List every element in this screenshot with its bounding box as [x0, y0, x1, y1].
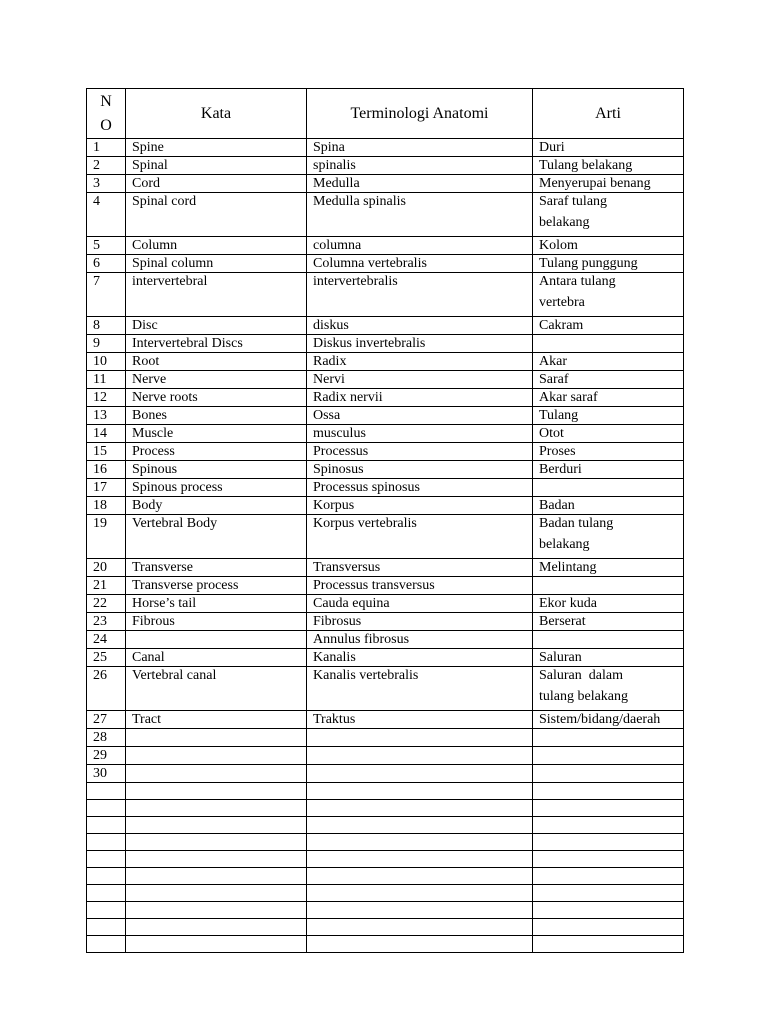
cell-terminologi: Korpus vertebralis — [307, 515, 533, 559]
cell-terminologi: columna — [307, 237, 533, 255]
cell-terminologi: intervertebralis — [307, 273, 533, 317]
cell-arti — [533, 747, 684, 765]
empty-row — [87, 800, 684, 817]
cell-no: 24 — [87, 631, 126, 649]
cell-no: 11 — [87, 371, 126, 389]
cell-arti-line: belakang — [539, 537, 590, 552]
cell-terminologi — [307, 729, 533, 747]
cell-kata: Canal — [126, 649, 307, 667]
cell-terminologi: Transversus — [307, 559, 533, 577]
cell-kata: Spinal column — [126, 255, 307, 273]
cell-kata — [126, 765, 307, 783]
cell-terminologi: Ossa — [307, 407, 533, 425]
empty-cell — [87, 919, 126, 936]
cell-kata: Vertebral canal — [126, 667, 307, 711]
cell-terminologi: Fibrosus — [307, 613, 533, 631]
cell-arti-line: belakang — [539, 215, 590, 230]
cell-kata: Spine — [126, 139, 307, 157]
cell-no: 28 — [87, 729, 126, 747]
empty-cell — [533, 851, 684, 868]
cell-terminologi: Kanalis vertebralis — [307, 667, 533, 711]
table-row — [87, 139, 684, 157]
cell-kata — [126, 631, 307, 649]
cell-terminologi: Nervi — [307, 371, 533, 389]
cell-kata: Spinous process — [126, 479, 307, 497]
cell-no: 1 — [87, 139, 126, 157]
table-row — [87, 317, 684, 335]
table-header — [87, 89, 684, 139]
cell-terminologi: Processus transversus — [307, 577, 533, 595]
empty-cell — [87, 834, 126, 851]
empty-cell — [87, 868, 126, 885]
cell-no: 8 — [87, 317, 126, 335]
table-row — [87, 157, 684, 175]
empty-cell — [533, 800, 684, 817]
empty-row — [87, 817, 684, 834]
table-row — [87, 649, 684, 667]
empty-cell — [307, 817, 533, 834]
empty-cell — [533, 902, 684, 919]
cell-arti: Berduri — [533, 461, 684, 479]
table-row — [87, 711, 684, 729]
cell-kata: Tract — [126, 711, 307, 729]
cell-kata — [126, 747, 307, 765]
empty-row — [87, 868, 684, 885]
table-row — [87, 407, 684, 425]
cell-terminologi: diskus — [307, 317, 533, 335]
cell-kata: Spinal — [126, 157, 307, 175]
empty-cell — [126, 800, 307, 817]
cell-no: 26 — [87, 667, 126, 711]
empty-cell — [87, 936, 126, 953]
empty-cell — [533, 885, 684, 902]
empty-cell — [533, 834, 684, 851]
table-row — [87, 729, 684, 747]
empty-row — [87, 851, 684, 868]
cell-terminologi: Processus spinosus — [307, 479, 533, 497]
cell-arti: Saraf — [533, 371, 684, 389]
header-terminologi: Terminologi Anatomi — [307, 89, 533, 139]
table-row — [87, 559, 684, 577]
empty-cell — [533, 919, 684, 936]
cell-arti — [533, 729, 684, 747]
cell-no: 6 — [87, 255, 126, 273]
cell-kata: Column — [126, 237, 307, 255]
cell-arti: Cakram — [533, 317, 684, 335]
cell-kata: Transverse process — [126, 577, 307, 595]
empty-row — [87, 783, 684, 800]
header-no-line1: N — [100, 92, 112, 110]
table-row — [87, 175, 684, 193]
header-kata: Kata — [126, 89, 307, 139]
empty-cell — [126, 885, 307, 902]
header-row — [87, 89, 684, 139]
cell-arti-line: Saluran dalam — [539, 668, 623, 683]
cell-no: 29 — [87, 747, 126, 765]
cell-kata: Process — [126, 443, 307, 461]
cell-terminologi: Traktus — [307, 711, 533, 729]
empty-cell — [87, 817, 126, 834]
cell-terminologi: Diskus invertebralis — [307, 335, 533, 353]
cell-terminologi: Spina — [307, 139, 533, 157]
table-row — [87, 425, 684, 443]
cell-arti — [533, 667, 684, 711]
empty-cell — [307, 902, 533, 919]
cell-kata — [126, 729, 307, 747]
cell-arti-line: tulang belakang — [539, 689, 629, 704]
cell-arti: Duri — [533, 139, 684, 157]
empty-cell — [126, 902, 307, 919]
cell-kata: Horse’s tail — [126, 595, 307, 613]
cell-arti-line: Saraf tulang — [539, 194, 608, 209]
table-row — [87, 479, 684, 497]
vocabulary-table — [86, 88, 684, 953]
empty-cell — [307, 851, 533, 868]
cell-no: 20 — [87, 559, 126, 577]
cell-kata: Cord — [126, 175, 307, 193]
table-row — [87, 595, 684, 613]
cell-kata: Nerve roots — [126, 389, 307, 407]
empty-row — [87, 919, 684, 936]
empty-cell — [533, 817, 684, 834]
cell-kata: Disc — [126, 317, 307, 335]
cell-arti-line: Badan tulang — [539, 516, 614, 531]
table-row — [87, 631, 684, 649]
empty-cell — [307, 936, 533, 953]
cell-no: 9 — [87, 335, 126, 353]
table-row — [87, 371, 684, 389]
empty-cell — [307, 885, 533, 902]
cell-terminologi: Columna vertebralis — [307, 255, 533, 273]
cell-no: 21 — [87, 577, 126, 595]
cell-arti: Berserat — [533, 613, 684, 631]
cell-terminologi: Kanalis — [307, 649, 533, 667]
cell-kata: Spinous — [126, 461, 307, 479]
cell-kata: Bones — [126, 407, 307, 425]
cell-no: 12 — [87, 389, 126, 407]
cell-no: 27 — [87, 711, 126, 729]
cell-arti — [533, 765, 684, 783]
cell-arti: Saluran — [533, 649, 684, 667]
cell-kata: Transverse — [126, 559, 307, 577]
empty-cell — [126, 817, 307, 834]
empty-cell — [533, 868, 684, 885]
empty-cell — [87, 851, 126, 868]
cell-no: 18 — [87, 497, 126, 515]
cell-terminologi: Korpus — [307, 497, 533, 515]
empty-cell — [126, 851, 307, 868]
cell-terminologi: Radix — [307, 353, 533, 371]
cell-arti-line: Antara tulang — [539, 274, 616, 289]
cell-no: 10 — [87, 353, 126, 371]
empty-cell — [533, 783, 684, 800]
table-row — [87, 443, 684, 461]
cell-arti: Akar saraf — [533, 389, 684, 407]
table-row — [87, 237, 684, 255]
cell-no: 3 — [87, 175, 126, 193]
cell-arti: Badan — [533, 497, 684, 515]
empty-row — [87, 885, 684, 902]
cell-no: 30 — [87, 765, 126, 783]
empty-cell — [307, 783, 533, 800]
cell-arti: Tulang — [533, 407, 684, 425]
table-row — [87, 515, 684, 559]
empty-cell — [126, 868, 307, 885]
empty-cell — [533, 936, 684, 953]
cell-kata: Body — [126, 497, 307, 515]
empty-row — [87, 834, 684, 851]
table-row — [87, 335, 684, 353]
cell-kata: Intervertebral Discs — [126, 335, 307, 353]
cell-arti — [533, 577, 684, 595]
table-row — [87, 461, 684, 479]
cell-arti — [533, 193, 684, 237]
cell-terminologi: Processus — [307, 443, 533, 461]
cell-arti: Akar — [533, 353, 684, 371]
cell-no: 2 — [87, 157, 126, 175]
empty-cell — [307, 834, 533, 851]
cell-kata: Root — [126, 353, 307, 371]
cell-no: 22 — [87, 595, 126, 613]
empty-cell — [307, 800, 533, 817]
cell-arti: Menyerupai benang — [533, 175, 684, 193]
empty-cell — [87, 800, 126, 817]
cell-arti: Tulang punggung — [533, 255, 684, 273]
cell-no: 15 — [87, 443, 126, 461]
cell-arti: Kolom — [533, 237, 684, 255]
table-row — [87, 389, 684, 407]
table-row — [87, 353, 684, 371]
cell-no: 19 — [87, 515, 126, 559]
cell-kata: Fibrous — [126, 613, 307, 631]
cell-terminologi: Annulus fibrosus — [307, 631, 533, 649]
cell-terminologi: musculus — [307, 425, 533, 443]
table-row — [87, 667, 684, 711]
table-row — [87, 497, 684, 515]
header-arti: Arti — [533, 89, 684, 139]
empty-cell — [307, 868, 533, 885]
cell-no: 16 — [87, 461, 126, 479]
table-row — [87, 273, 684, 317]
cell-arti — [533, 515, 684, 559]
empty-cell — [126, 919, 307, 936]
table-row — [87, 613, 684, 631]
cell-terminologi: Radix nervii — [307, 389, 533, 407]
cell-kata: Spinal cord — [126, 193, 307, 237]
empty-row — [87, 902, 684, 919]
cell-no: 7 — [87, 273, 126, 317]
empty-cell — [307, 919, 533, 936]
cell-terminologi: spinalis — [307, 157, 533, 175]
empty-row — [87, 936, 684, 953]
table-row — [87, 765, 684, 783]
table-body — [87, 139, 684, 953]
cell-arti: Tulang belakang — [533, 157, 684, 175]
cell-arti: Sistem/bidang/daerah — [533, 711, 684, 729]
cell-arti: Proses — [533, 443, 684, 461]
cell-terminologi: Cauda equina — [307, 595, 533, 613]
empty-cell — [87, 902, 126, 919]
empty-cell — [126, 834, 307, 851]
cell-kata: Muscle — [126, 425, 307, 443]
cell-no: 14 — [87, 425, 126, 443]
cell-arti — [533, 479, 684, 497]
cell-arti — [533, 273, 684, 317]
table-row — [87, 747, 684, 765]
table-row — [87, 255, 684, 273]
cell-arti: Melintang — [533, 559, 684, 577]
cell-terminologi: Medulla spinalis — [307, 193, 533, 237]
header-no — [87, 89, 126, 139]
cell-no: 17 — [87, 479, 126, 497]
cell-no: 4 — [87, 193, 126, 237]
cell-arti-line: vertebra — [539, 295, 585, 310]
cell-no: 13 — [87, 407, 126, 425]
empty-cell — [126, 783, 307, 800]
cell-arti: Ekor kuda — [533, 595, 684, 613]
cell-kata: Vertebral Body — [126, 515, 307, 559]
cell-arti: Otot — [533, 425, 684, 443]
cell-arti — [533, 335, 684, 353]
cell-kata: intervertebral — [126, 273, 307, 317]
cell-terminologi: Medulla — [307, 175, 533, 193]
table-row — [87, 577, 684, 595]
cell-no: 25 — [87, 649, 126, 667]
empty-cell — [87, 783, 126, 800]
header-no-line2: O — [100, 116, 112, 134]
cell-arti — [533, 631, 684, 649]
cell-no: 5 — [87, 237, 126, 255]
empty-cell — [126, 936, 307, 953]
cell-terminologi — [307, 747, 533, 765]
cell-kata: Nerve — [126, 371, 307, 389]
cell-terminologi — [307, 765, 533, 783]
cell-terminologi: Spinosus — [307, 461, 533, 479]
table-row — [87, 193, 684, 237]
cell-no: 23 — [87, 613, 126, 631]
empty-cell — [87, 885, 126, 902]
